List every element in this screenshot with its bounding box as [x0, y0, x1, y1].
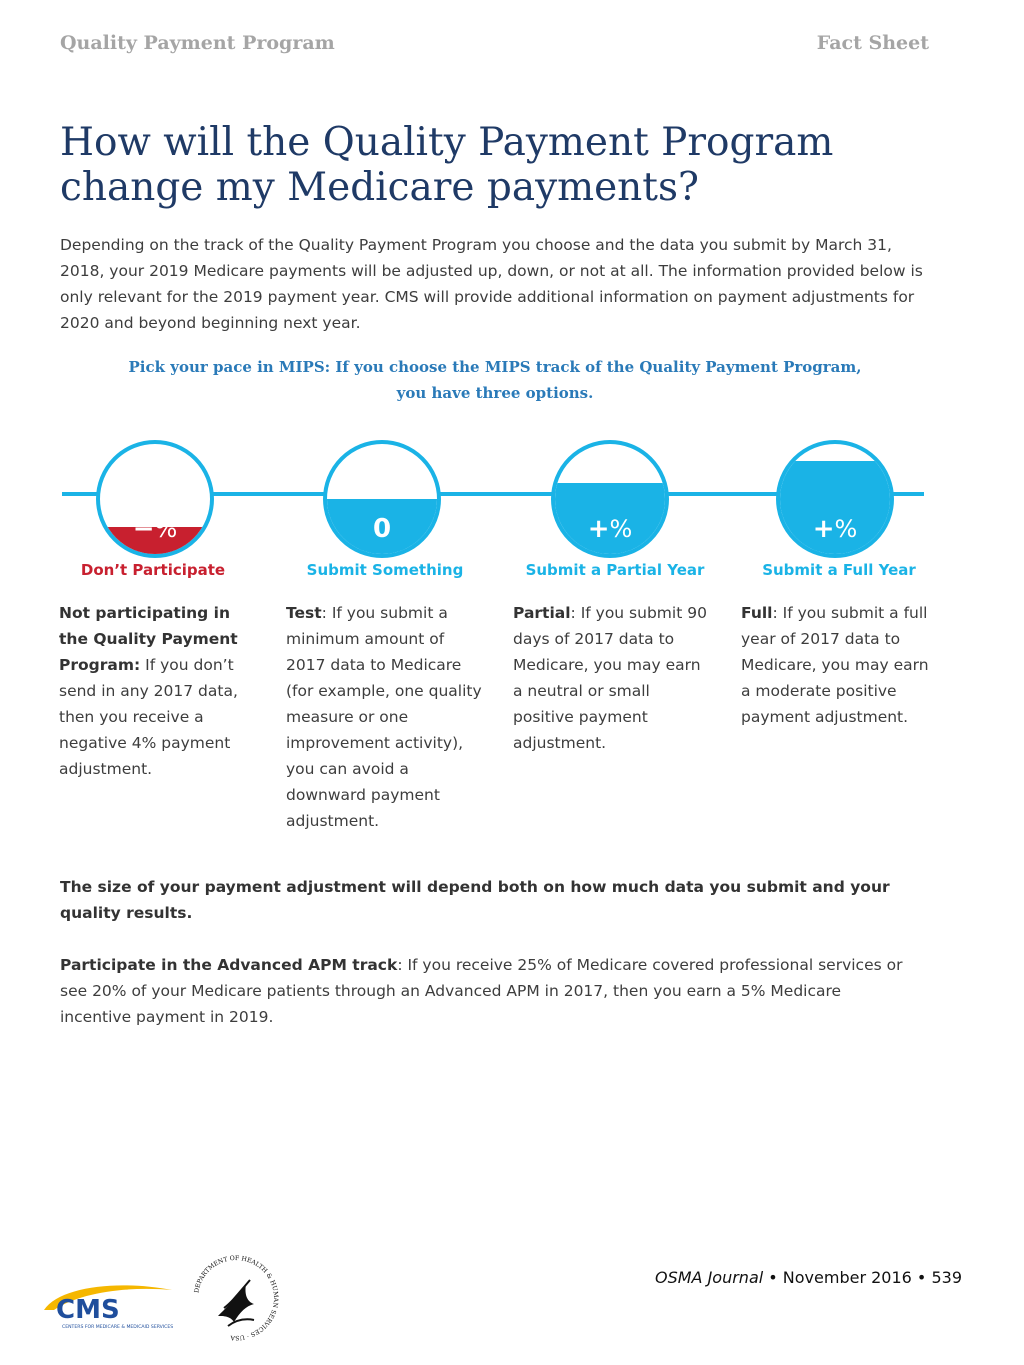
header-doc-type: Fact Sheet	[816, 32, 929, 54]
subhead-line-1: Pick your pace in MIPS: If you choose the MIPS track of the Quality Payment Program,	[128, 358, 862, 376]
hhs-seal-logo	[188, 1250, 284, 1346]
option-desc-text: : If you submit a full year of 2017 data to Medicare, you may earn a moderate positive payment adjustment.	[741, 604, 929, 726]
intro-paragraph: Depending on the track of the Quality Payment Program you choose and the data you submit by March 31, 2018, your 2019 Medicare payments will be adjusted up, down, or not at all. The information provided below is only relevant for the 2019 payment year. CMS will provide additional information on payment adjustments for 2020 and beyond beginning next year.	[60, 236, 923, 332]
option-desc-bold: Partial	[513, 604, 571, 622]
gauge-sign: −	[132, 514, 155, 544]
option-desc-submit-something	[286, 600, 484, 834]
cms-logo-text: CMS	[56, 1295, 120, 1325]
option-title-dont-participate: Don’t Participate	[80, 561, 226, 579]
adjustment-note: The size of your payment adjustment will depend both on how much data you submit and your quality results.	[60, 878, 890, 922]
option-desc-bold: Test	[286, 604, 322, 622]
hhs-eagle-tail-icon	[228, 1319, 254, 1326]
apm-bold: Participate in the Advanced APM track	[60, 956, 398, 974]
hhs-seal-textpath: DEPARTMENT OF HEALTH & HUMAN SERVICES · USA	[193, 1254, 280, 1342]
page-title	[60, 120, 960, 210]
gauge-percent: %	[609, 515, 633, 543]
title-line-2: change my Medicare payments?	[60, 165, 699, 210]
gauge-sign: 0	[372, 514, 392, 544]
option-desc-text: : If you submit 90 days of 2017 data to Medicare, you may earn a neutral or small positive payment adjustment.	[513, 604, 707, 752]
gauge-symbol	[327, 514, 437, 544]
option-desc-submit-partial-year	[513, 600, 711, 756]
footer-journal: OSMA Journal	[654, 1268, 764, 1287]
cms-logo	[40, 1280, 180, 1332]
footer-separator: •	[763, 1268, 783, 1287]
option-title-submit-partial-year: Submit a Partial Year	[525, 561, 705, 579]
option-desc-dont-participate	[59, 600, 257, 782]
option-title-submit-full-year: Submit a Full Year	[762, 561, 916, 579]
option-title-submit-something: Submit Something	[306, 561, 464, 579]
gauge-symbol	[100, 514, 210, 544]
gauge-percent: %	[154, 515, 178, 543]
gauge-sign: +	[812, 514, 835, 544]
option-desc-submit-full-year	[741, 600, 939, 730]
option-desc-bold: Not participating in the Quality Payment Program:	[59, 604, 238, 674]
gauge-percent: %	[834, 515, 858, 543]
cms-logo-subtext: CENTERS FOR MEDICARE & MEDICAID SERVICES	[62, 1325, 174, 1330]
footer-separator-2: •	[911, 1268, 932, 1287]
subhead-line-2: you have three options.	[396, 384, 594, 402]
header-program: Quality Payment Program	[60, 32, 335, 54]
gauge-sign: +	[587, 514, 610, 544]
mips-subhead	[110, 354, 880, 406]
advanced-apm-paragraph	[60, 952, 910, 1030]
hhs-eagle-icon	[218, 1284, 254, 1322]
option-desc-text: If you don’t send in any 2017 data, then you receive a negative 4% payment adjustment.	[59, 656, 238, 778]
gauge-symbol	[555, 514, 665, 544]
gauge-dont-participate	[96, 440, 214, 558]
option-desc-bold: Full	[741, 604, 773, 622]
apm-text: : If you receive 25% of Medicare covered professional services or see 20% of your Medicare patients through an Advanced APM in 2017, then you earn a 5% Medicare incentive payment in 2019.	[60, 956, 903, 1026]
gauge-symbol	[780, 514, 890, 544]
footer-citation	[655, 1268, 962, 1287]
gauge-submit-full-year	[776, 440, 894, 558]
footer-date: November 2016	[782, 1268, 912, 1287]
gauge-submit-partial-year	[551, 440, 669, 558]
gauge-submit-something	[323, 440, 441, 558]
title-line-1: How will the Quality Payment Program	[60, 120, 834, 165]
footer-page-number: 539	[931, 1268, 962, 1287]
option-desc-text: : If you submit a minimum amount of 2017 data to Medicare (for example, one quality measure or one improvement activity), you can avoid a downward payment adjustment.	[286, 604, 482, 830]
